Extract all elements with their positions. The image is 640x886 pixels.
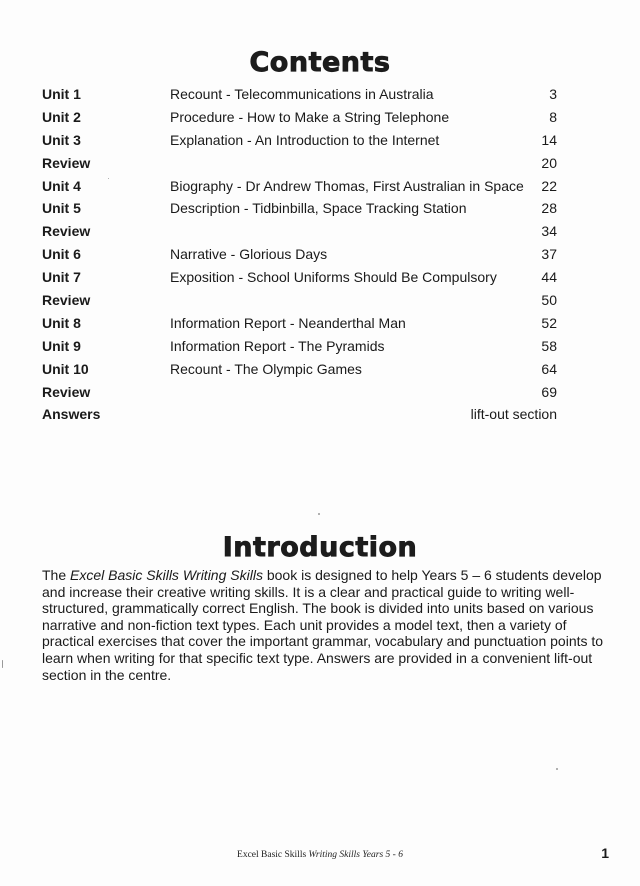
toc-page-number: 44 xyxy=(541,269,557,286)
toc-title: Exposition - School Uniforms Should Be Compulsory xyxy=(170,269,497,286)
toc-page-number: 34 xyxy=(541,223,557,240)
toc-page-number: 28 xyxy=(541,200,557,217)
toc-label: Unit 1 xyxy=(42,86,81,102)
scan-speck xyxy=(556,768,558,770)
toc-page-number: 69 xyxy=(541,383,557,400)
toc-row xyxy=(42,403,557,426)
toc-row xyxy=(42,335,557,358)
toc-label: Unit 6 xyxy=(42,246,81,263)
toc-label: Unit 8 xyxy=(42,314,81,331)
intro-body: book is designed to help Years 5 – 6 students develop and increase their creative writing skills. It is a clear and practical guide to writing well-structured, grammatically correct English. The book is divided into units based on various narrative and non-fiction text types. Each unit provides a model text, then a variety of practical exercises that cover the important grammar, vocabulary and punctuation points to learn when writing for that specific text type. Answers are provided in a convenient lift-out section in the centre. xyxy=(42,567,604,683)
toc-row xyxy=(42,106,557,129)
page-number: 1 xyxy=(601,845,609,861)
toc-page-number: 37 xyxy=(541,246,557,263)
toc-title: Explanation - An Introduction to the Internet xyxy=(170,131,440,148)
intro-book-title: Excel Basic Skills Writing Skills xyxy=(70,567,263,583)
toc-label: Review xyxy=(42,383,91,400)
toc-title: Description - Tidbinbilla, Space Tracking Station xyxy=(170,200,467,217)
introduction-paragraph xyxy=(42,567,622,683)
toc-label: Unit 4 xyxy=(42,177,81,194)
toc-row xyxy=(42,289,557,312)
introduction-heading: Introduction xyxy=(222,532,418,563)
toc-row xyxy=(42,312,557,335)
toc-label: Unit 9 xyxy=(42,337,81,354)
toc-label: Review xyxy=(42,292,91,309)
scan-speck xyxy=(318,513,320,515)
footer-subtitle: Writing Skills Years 5 - 6 xyxy=(308,850,403,860)
scan-speck xyxy=(2,660,3,668)
toc-title: Recount - Telecommunications in Australia xyxy=(170,86,434,102)
toc-row xyxy=(42,243,557,266)
toc-title: Information Report - Neanderthal Man xyxy=(170,314,406,331)
toc-label: Unit 3 xyxy=(42,131,81,148)
toc-page-number: 58 xyxy=(541,337,557,354)
toc-title: Narrative - Glorious Days xyxy=(170,246,328,263)
toc-label: Answers xyxy=(42,406,101,423)
toc-label: Unit 2 xyxy=(42,108,81,125)
contents-heading: Contents xyxy=(249,47,391,78)
scan-speck xyxy=(108,178,109,179)
toc-row xyxy=(42,220,557,243)
toc-row xyxy=(42,175,557,198)
table-of-contents xyxy=(42,83,557,426)
footer xyxy=(0,850,640,860)
toc-page-number: 20 xyxy=(541,154,557,171)
toc-row xyxy=(42,129,557,152)
toc-page-number: 52 xyxy=(541,314,557,331)
toc-title: Procedure - How to Make a String Telephone xyxy=(170,108,450,125)
toc-page-number: lift-out section xyxy=(470,406,557,423)
toc-label: Review xyxy=(42,223,91,240)
toc-label: Unit 10 xyxy=(42,360,89,377)
toc-title: Information Report - The Pyramids xyxy=(170,337,385,354)
footer-series: Excel Basic Skills xyxy=(237,850,309,860)
intro-lead: The xyxy=(42,567,71,583)
toc-page-number: 64 xyxy=(541,360,557,377)
toc-page-number: 14 xyxy=(541,131,557,148)
toc-label: Unit 7 xyxy=(42,269,81,286)
toc-title: Biography - Dr Andrew Thomas, First Australian in Space xyxy=(170,177,524,194)
toc-row xyxy=(42,83,557,106)
toc-row xyxy=(42,266,557,289)
toc-page-number: 22 xyxy=(541,177,557,194)
toc-page-number: 8 xyxy=(549,108,557,125)
toc-row xyxy=(42,152,557,175)
toc-row xyxy=(42,358,557,381)
toc-label: Review xyxy=(42,154,91,171)
toc-page-number: 50 xyxy=(541,292,557,309)
toc-row xyxy=(42,381,557,404)
toc-title: Recount - The Olympic Games xyxy=(170,360,362,377)
toc-page-number: 3 xyxy=(549,86,557,102)
toc-row xyxy=(42,197,557,220)
toc-label: Unit 5 xyxy=(42,200,81,217)
